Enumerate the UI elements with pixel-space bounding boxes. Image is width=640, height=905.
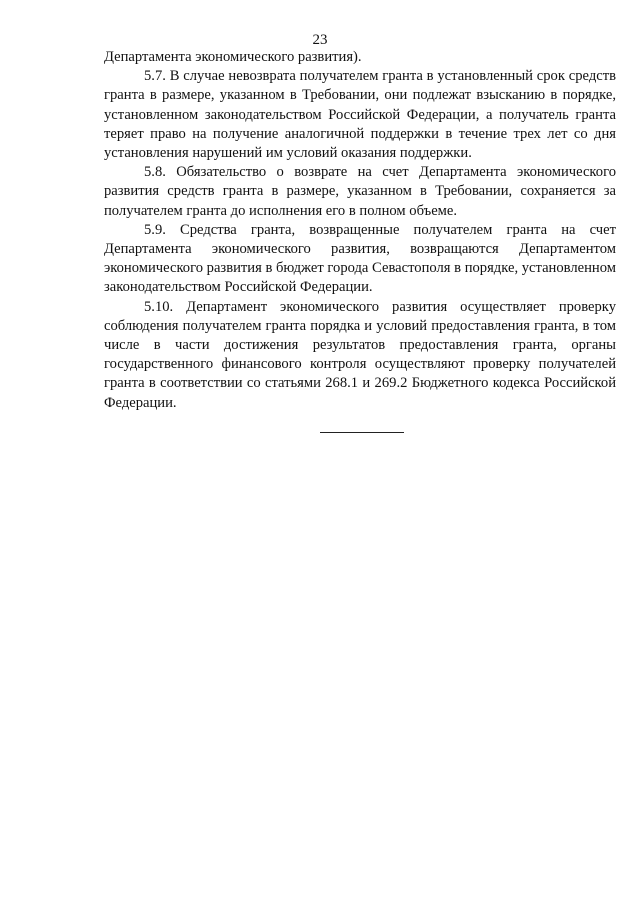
paragraph-5-8: 5.8. Обязательство о возврате на счет Департамента экономического развития средств гранта в размере, указанном в Требовании, сохраняется за получателем гранта до исполнения его в полном объеме. [104, 164, 616, 219]
paragraph-continuation: Департамента экономического развития). [104, 49, 362, 65]
page-number: 23 [312, 32, 328, 48]
paragraph-5-9: 5.9. Средства гранта, возвращенные получателем гранта на счет Департамента экономического развития, возвращаются Департаментом экономического развития в бюджет города Севастополя в порядке, установленном законодательством Российской Федерации. [104, 221, 616, 296]
paragraph-5-7: 5.7. В случае невозврата получателем гранта в установленный срок средств гранта в размере, указанном в Требовании, они подлежат взысканию в порядке, установленном законодательством Российской Федерации, а получатель гранта теряет право на получение аналогичной поддержки в течение трех лет со дня установления нарушений им условий оказания поддержки. [104, 68, 616, 162]
paragraph-5-10: 5.10. Департамент экономического развития осуществляет проверку соблюдения получателем гранта порядка и условий предоставления гранта, в том числе в части достижения результатов предоставления гранта, органы государственного финансового контроля осуществляют проверку получателей гранта в соответствии со статьями 268.1 и 269.2 Бюджетного кодекса Российской Федерации. [104, 298, 616, 411]
document-body [104, 48, 616, 413]
end-divider-line [320, 432, 404, 433]
